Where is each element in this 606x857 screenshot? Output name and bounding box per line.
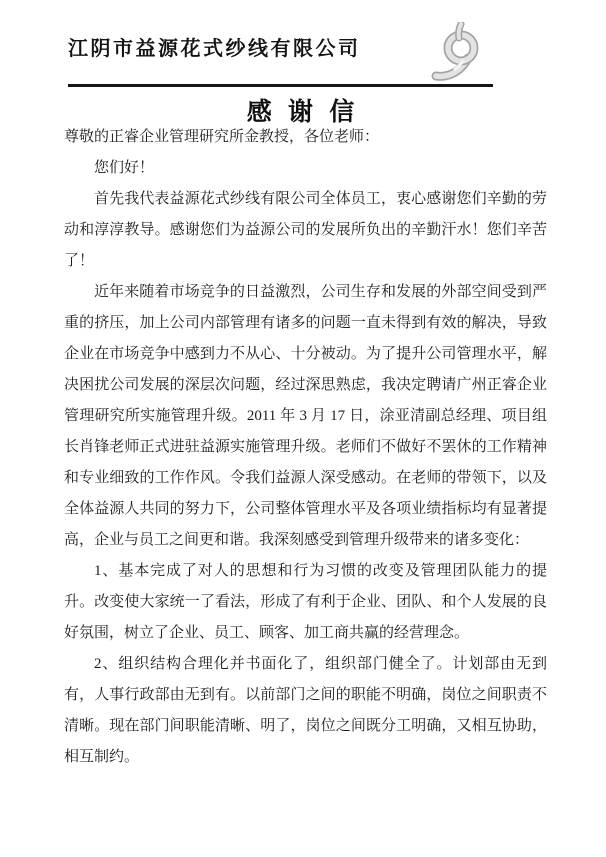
header-divider [68, 84, 493, 87]
background-paragraph: 近年来随着市场竞争的日益激烈，公司生存和发展的外部空间受到严重的挤压，加上公司内部管理有诸多的问题一直未得到有效的解决，导致企业在市场竞争中感到力不从心、十分被动。为了提升公司管理水平，解决困扰公司发展的深层次问题，经过深思熟虑，我决定聘请广州正睿企业管理研究所实施管理升级。2011 年 3 月 17 日，涂亚清副总经理、项目组长肖锋老师正式进驻益源实施管理升级。老师们不做好不罢休的工作精神和专业细致的工作作风。令我们益源人深受感动。在老师的带领下，以及全体益源人共同的努力下，公司整体管理水平及各项业绩指标均有显著提高，企业与员工之间更和谐。我深刻感受到管理升级带来的诸多变化： [64, 284, 547, 548]
salutation-line: 尊敬的正睿企业管理研究所金教授，各位老师： [64, 129, 380, 145]
letter-body [64, 122, 547, 773]
change-item-1-paragraph: 1、基本完成了对人的思想和行为习惯的改变及管理团队能力的提升。改变使大家统一了看法，形成了有利于企业、团队、和个人发展的良好氛围，树立了企业、员工、顾客、加工商共赢的经营理念。 [64, 563, 547, 641]
letter-title: 感 谢 信 [246, 99, 360, 126]
yarn-knot-logo-icon [428, 22, 492, 84]
change-item-2-paragraph: 2、组织结构合理化并书面化了，组织部门健全了。计划部由无到有，人事行政部由无到有。以前部门之间的职能不明确，岗位之间职责不清晰。现在部门间职能清晰、明了，岗位之间既分工明确，又相互协助，相互制约。 [64, 656, 547, 765]
greeting-paragraph: 您们好！ [94, 160, 155, 176]
thanks-paragraph: 首先我代表益源花式纱线有限公司全体员工，衷心感谢您们辛勤的劳动和淳淳教导。感谢您们为益源公司的发展所负出的辛勤汗水！您们辛苦了！ [64, 191, 547, 269]
company-name: 江阴市益源花式纱线有限公司 [68, 38, 361, 60]
